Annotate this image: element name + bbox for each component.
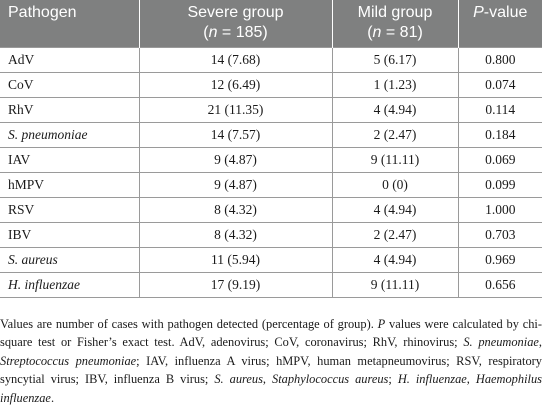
cell-pathogen: hMPV [0, 173, 139, 198]
table-row [0, 48, 542, 73]
cell-mild: 4 (4.94) [332, 98, 458, 123]
cell-pathogen: RSV [0, 198, 139, 223]
table-header-row [0, 0, 542, 48]
cell-severe: 12 (6.49) [139, 73, 332, 98]
cell-mild: 1 (1.23) [332, 73, 458, 98]
table-row [0, 273, 542, 298]
cell-p-value: 0.800 [458, 48, 542, 73]
header-p-value: P-value [458, 0, 542, 48]
cell-p-value: 1.000 [458, 198, 542, 223]
cell-pathogen: AdV [0, 48, 139, 73]
cell-pathogen: S. aureus [0, 248, 139, 273]
cell-severe: 9 (4.87) [139, 148, 332, 173]
header-pathogen: Pathogen [0, 0, 139, 48]
cell-severe: 17 (9.19) [139, 273, 332, 298]
cell-p-value: 0.099 [458, 173, 542, 198]
cell-p-value: 0.069 [458, 148, 542, 173]
cell-mild: 2 (2.47) [332, 223, 458, 248]
cell-mild: 4 (4.94) [332, 198, 458, 223]
cell-mild: 9 (11.11) [332, 273, 458, 298]
cell-severe: 8 (4.32) [139, 198, 332, 223]
cell-p-value: 0.703 [458, 223, 542, 248]
table-footnote: Values are number of cases with pathogen detected (percentage of group). P values were calculated by chi-square test or Fisher’s exact test. AdV, adenovirus; CoV, coronavirus; RhV, rhinovirus; S. pneumoniae, Streptococcus pneumoniae; IAV, influenza A virus; hMPV, human metapneumovirus; RSV, respiratory syncytial virus; IBV, influenza B virus; S. aureus, Staphylococcus aureus; H. influenzae, Haemophilus influenzae. [0, 317, 542, 405]
cell-severe: 9 (4.87) [139, 173, 332, 198]
table-row [0, 98, 542, 123]
cell-pathogen: CoV [0, 73, 139, 98]
cell-pathogen: IBV [0, 223, 139, 248]
table-row [0, 73, 542, 98]
cell-pathogen: H. influenzae [0, 273, 139, 298]
cell-severe: 14 (7.68) [139, 48, 332, 73]
cell-p-value: 0.969 [458, 248, 542, 273]
cell-p-value: 0.074 [458, 73, 542, 98]
table-row [0, 198, 542, 223]
cell-severe: 14 (7.57) [139, 123, 332, 148]
table-row [0, 173, 542, 198]
cell-severe: 11 (5.94) [139, 248, 332, 273]
cell-pathogen: S. pneumoniae [0, 123, 139, 148]
cell-severe: 21 (11.35) [139, 98, 332, 123]
cell-mild: 4 (4.94) [332, 248, 458, 273]
table-row [0, 123, 542, 148]
cell-p-value: 0.656 [458, 273, 542, 298]
cell-p-value: 0.184 [458, 123, 542, 148]
header-severe-group: Severe group (n = 185) [139, 0, 332, 48]
cell-p-value: 0.114 [458, 98, 542, 123]
cell-mild: 0 (0) [332, 173, 458, 198]
table-row [0, 148, 542, 173]
cell-mild: 9 (11.11) [332, 148, 458, 173]
cell-mild: 2 (2.47) [332, 123, 458, 148]
header-mild-group: Mild group (n = 81) [332, 0, 458, 48]
cell-pathogen: IAV [0, 148, 139, 173]
table-row [0, 248, 542, 273]
cell-severe: 8 (4.32) [139, 223, 332, 248]
cell-pathogen: RhV [0, 98, 139, 123]
cell-mild: 5 (6.17) [332, 48, 458, 73]
table-row [0, 223, 542, 248]
